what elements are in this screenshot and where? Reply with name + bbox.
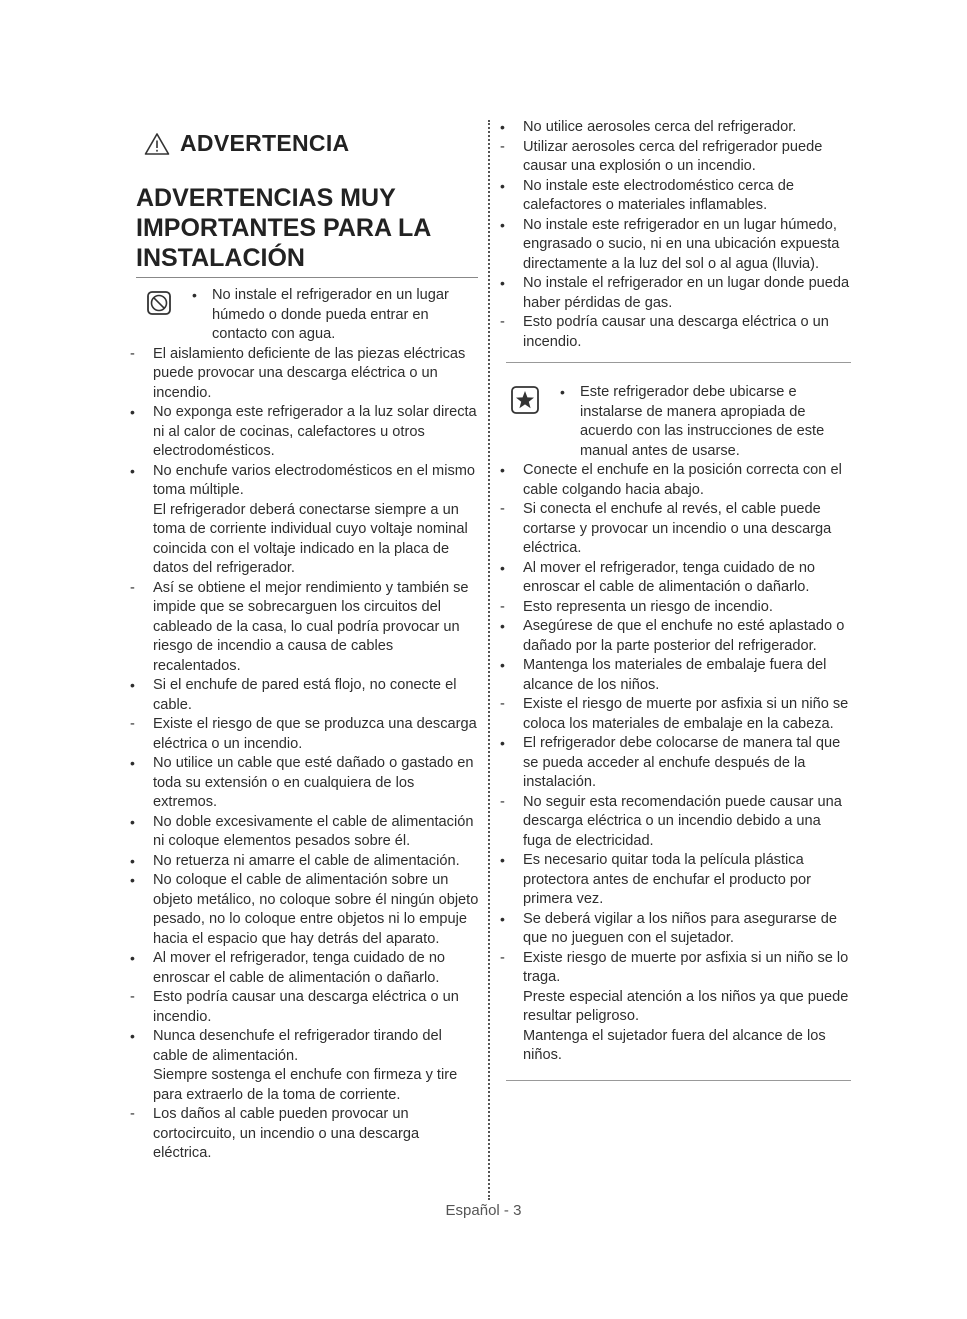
warning-heading xyxy=(144,130,480,157)
item-text: Esto representa un riesgo de incendio. xyxy=(523,598,773,615)
item-text: Esto podría causar una descarga eléctrica o un incendio. xyxy=(153,989,459,1025)
bullet-item xyxy=(500,851,850,910)
item-text: Esto podría causar una descarga eléctrica o un incendio. xyxy=(523,314,829,350)
dash-marker xyxy=(130,345,144,365)
bullet-marker xyxy=(500,910,514,931)
item-text: Es necesario quitar toda la película plástica protectora antes de enchufar el producto por primera vez. xyxy=(523,852,812,907)
dash-item xyxy=(500,695,850,734)
dash-item xyxy=(130,715,480,754)
bullet-item xyxy=(130,1027,480,1066)
item-text: No instale el refrigerador en un lugar donde pueda haber pérdidas de gas. xyxy=(523,275,850,311)
section-title xyxy=(136,183,480,273)
dash-item xyxy=(130,345,480,404)
dash-marker xyxy=(130,1105,144,1125)
prohibition-note xyxy=(130,286,480,345)
item-text: Este refrigerador debe ubicarse e instalarse de manera apropiada de acuerdo con las instrucciones de este manual antes de usarse. xyxy=(580,384,825,459)
item-text: El refrigerador deberá conectarse siempre a un toma de corriente individual cuyo voltaje nominal coincida con el voltaje indicado en la placa de datos del refrigerador. xyxy=(153,501,468,576)
section-title-line: INSTALACIÓN xyxy=(136,244,305,272)
bullet-item xyxy=(500,559,850,598)
item-text: Al mover el refrigerador, tenga cuidado de no enroscar el cable de alimentación o dañarlo. xyxy=(153,950,446,986)
bullet-item xyxy=(130,949,480,988)
item-text: Preste especial atención a los niños ya que puede resultar peligroso. xyxy=(523,988,849,1024)
dash-item xyxy=(500,313,850,352)
bullet-marker xyxy=(500,177,514,198)
bullet-item xyxy=(130,871,480,949)
bullet-marker xyxy=(500,118,514,139)
item-text: No seguir esta recomendación puede causar una descarga eléctrica o un incendio debido a una fuga de electricidad. xyxy=(523,793,842,849)
bullet-marker xyxy=(130,754,144,775)
item-text: No instale este electrodoméstico cerca de calefactores o materiales inflamables. xyxy=(523,177,794,213)
bullet-marker xyxy=(560,383,574,404)
end-rule xyxy=(506,1080,851,1081)
warning-label: ADVERTENCIA xyxy=(180,130,350,156)
bullet-item xyxy=(130,676,480,715)
dash-marker xyxy=(500,598,514,618)
dash-marker xyxy=(130,715,144,735)
bullet-item xyxy=(500,910,850,949)
bullet-marker xyxy=(130,813,144,834)
bullet-item xyxy=(500,177,850,216)
important-note xyxy=(500,383,850,461)
bullet-item xyxy=(130,754,480,813)
item-text: Siempre sostenga el enchufe con firmeza y tire para extraerlo de la toma de corriente. xyxy=(153,1067,458,1103)
column-divider xyxy=(488,120,490,1200)
bullet-marker xyxy=(500,461,514,482)
dash-marker xyxy=(500,695,514,715)
bullet-item xyxy=(500,461,850,500)
item-text: Existe riesgo de muerte por asfixia si un niño se lo traga. xyxy=(523,949,849,985)
item-text: Se deberá vigilar a los niños para asegurarse de que no jueguen con el sujetador. xyxy=(523,910,837,946)
dash-item xyxy=(500,500,850,559)
dash-item xyxy=(500,793,850,852)
item-text: No instale el refrigerador en un lugar húmedo o donde pueda entrar en contacto con agua. xyxy=(212,287,449,342)
item-text: Así se obtiene el mejor rendimiento y también se impide que se sobrecarguen los circuitos del cableado de la casa, lo cual podría provocar un riesgo de incendio a causa de cables recalentados. xyxy=(153,579,469,674)
item-text: Si el enchufe de pared está flojo, no conecte el cable. xyxy=(153,677,457,713)
bullet-marker xyxy=(130,949,144,970)
item-text: Asegúrese de que el enchufe no esté aplastado o dañado por la parte posterior del refrigerador. xyxy=(523,618,845,654)
list-item xyxy=(500,383,850,461)
item-text: Al mover el refrigerador, tenga cuidado de no enroscar el cable de alimentación o dañarlo. xyxy=(523,559,816,595)
bullet-item xyxy=(130,852,480,872)
item-text: Los daños al cable pueden provocar un cortocircuito, un incendio o una descarga eléctrica. xyxy=(153,1106,420,1161)
bullet-marker xyxy=(500,559,514,580)
dash-marker xyxy=(130,579,144,599)
right-item-list xyxy=(500,461,850,1066)
bullet-marker xyxy=(130,403,144,424)
dash-item xyxy=(130,579,480,677)
bullet-marker xyxy=(130,852,144,873)
dash-marker xyxy=(500,793,514,813)
item-text: Utilizar aerosoles cerca del refrigerador puede causar una explosión o un incendio. xyxy=(523,138,823,174)
item-text: No utilice un cable que esté dañado o gastado en toda su extensión o en cualquiera de los extremos. xyxy=(153,755,474,810)
title-rule xyxy=(136,277,478,278)
dash-item xyxy=(500,138,850,177)
item-text: No enchufe varios electrodomésticos en el mismo toma múltiple. xyxy=(153,462,476,498)
item-text: No instale este refrigerador en un lugar húmedo, engrasado o sucio, ni en una ubicación expuesta directamente a la luz del sol o al agua (lluvia). xyxy=(523,216,840,272)
section-title-line: ADVERTENCIAS MUY xyxy=(136,184,396,212)
text-item xyxy=(130,1066,480,1105)
item-text: Mantenga los materiales de embalaje fuera del alcance de los niños. xyxy=(523,657,827,693)
bullet-item xyxy=(500,656,850,695)
bullet-marker xyxy=(500,734,514,755)
item-text: Conecte el enchufe en la posición correcta con el cable colgando hacia abajo. xyxy=(523,462,842,498)
bullet-marker xyxy=(130,676,144,697)
bullet-item xyxy=(500,617,850,656)
dash-marker xyxy=(130,988,144,1008)
item-text: No retuerza ni amarre el cable de alimentación. xyxy=(153,852,460,869)
right-column xyxy=(500,118,850,1081)
dash-item xyxy=(500,598,850,618)
item-text: No utilice aerosoles cerca del refrigerador. xyxy=(523,119,797,135)
bullet-item xyxy=(500,118,850,138)
dash-item xyxy=(130,988,480,1027)
text-item xyxy=(130,501,480,579)
item-text: No exponga este refrigerador a la luz solar directa ni al calor de cocinas, calefactores u otros electrodomésticos. xyxy=(153,404,477,459)
left-column xyxy=(130,120,480,1164)
bullet-item xyxy=(130,813,480,852)
list-item xyxy=(130,286,480,345)
right-top-item-list xyxy=(500,118,850,352)
page-number: Español - 3 xyxy=(445,1202,522,1219)
text-item xyxy=(500,988,850,1027)
item-text: No coloque el cable de alimentación sobre un objeto metálico, no coloque sobre él ningún objeto pesado, no lo coloque entre objetos ni lo empuje hacia el espacio que hay detrás del aparato. xyxy=(153,872,479,947)
bullet-marker xyxy=(130,462,144,483)
dash-marker xyxy=(500,500,514,520)
bullet-marker xyxy=(500,656,514,677)
section-rule xyxy=(506,362,851,363)
bullet-marker xyxy=(500,274,514,295)
dash-item xyxy=(500,949,850,988)
bullet-marker xyxy=(130,1027,144,1048)
bullet-item xyxy=(500,734,850,793)
item-text: Nunca desenchufe el refrigerador tirando del cable de alimentación. xyxy=(153,1028,442,1064)
dash-marker xyxy=(500,949,514,969)
item-text: El refrigerador debe colocarse de manera tal que se pueda acceder al enchufe después de la instalación. xyxy=(523,735,841,790)
item-text: Si conecta el enchufe al revés, el cable puede cortarse y provocar un incendio o una descarga eléctrica. xyxy=(523,501,832,556)
item-text: No doble excesivamente el cable de alimentación ni coloque elementos pesados sobre él. xyxy=(153,813,474,849)
bullet-marker xyxy=(500,617,514,638)
dash-marker xyxy=(500,313,514,333)
dash-item xyxy=(130,1105,480,1164)
bullet-item xyxy=(500,274,850,313)
left-item-list xyxy=(130,345,480,1164)
dash-marker xyxy=(500,138,514,158)
bullet-item xyxy=(500,216,850,275)
section-title-line: IMPORTANTES PARA LA xyxy=(136,214,432,242)
bullet-marker xyxy=(500,851,514,872)
text-item xyxy=(500,1027,850,1066)
bullet-marker xyxy=(130,871,144,892)
item-text: Existe el riesgo de muerte por asfixia si un niño se coloca los materiales de embalaje en la cabeza. xyxy=(523,696,849,732)
bullet-marker xyxy=(192,286,206,307)
bullet-marker xyxy=(500,216,514,237)
item-text: Existe el riesgo de que se produzca una descarga eléctrica o un incendio. xyxy=(153,716,477,752)
bullet-item xyxy=(130,403,480,462)
item-text: Mantenga el sujetador fuera del alcance de los niños. xyxy=(523,1027,826,1063)
bullet-item xyxy=(130,462,480,501)
item-text: El aislamiento deficiente de las piezas eléctricas puede provocar una descarga eléctrica o un incendio. xyxy=(153,345,466,401)
warning-triangle-icon xyxy=(144,132,170,156)
